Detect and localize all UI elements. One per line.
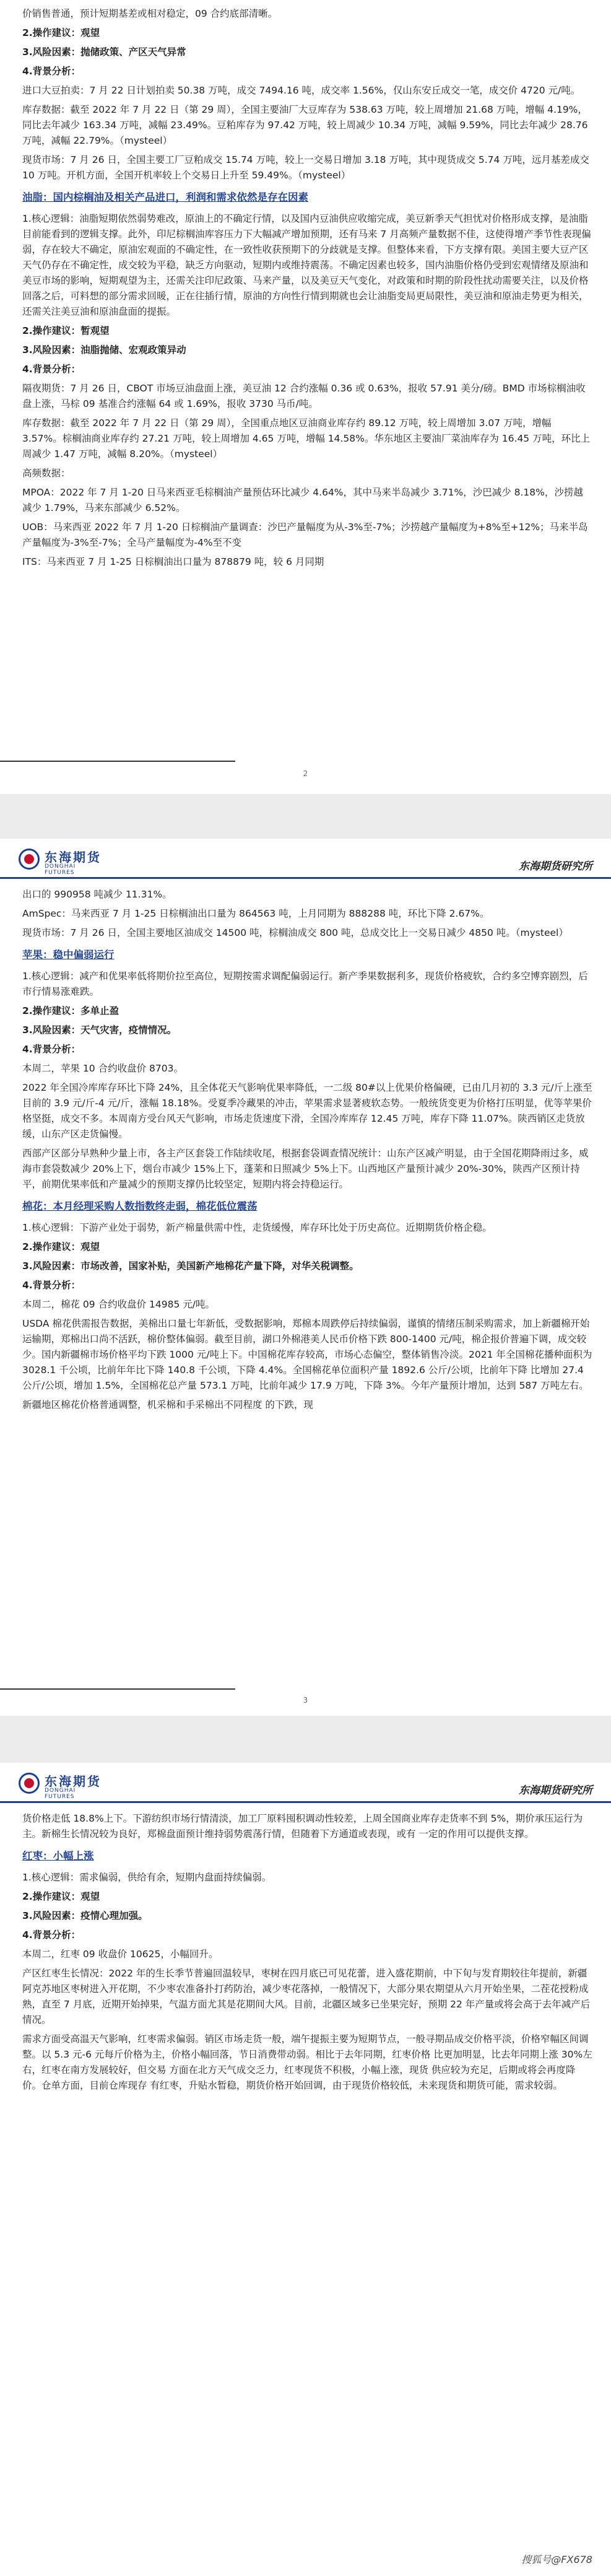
subheading: 3.风险因素：市场改善，国家补贴，美国新产地棉花产量下降，对华关税调整。 bbox=[22, 1260, 359, 1272]
subheading: 2.操作建议：观望 bbox=[22, 27, 100, 38]
page-3-content bbox=[22, 1811, 592, 2097]
page-2-content bbox=[22, 887, 592, 1417]
paragraph: AmSpec：马来西亚 7 月 1-25 日棕榈油出口量为 864563 吨，上月同期为 888288 吨，环比下降 2.67%。 bbox=[22, 908, 490, 919]
section-title: 红枣：小幅上涨 bbox=[22, 1850, 94, 1862]
logo bbox=[19, 847, 105, 876]
logo-en: DONGHAI FUTURES bbox=[45, 1788, 76, 1800]
paragraph: 进口大豆拍卖：7 月 22 日计划拍卖 50.38 万吨，成交 7494.16 吨，成交率 1.56%，仅山东安丘成交一笔，成交价 4720 元/吨。 bbox=[22, 85, 581, 96]
paragraph: 本周二，红枣 09 收盘价 10625，小幅回升。 bbox=[22, 1949, 219, 1960]
paragraph: 需求方面受高温天气影响，红枣需求偏弱。销区市场走货一般，端午提振主要为短期节点，一般寻期品成交价格平淡，价格窄幅区间调整。以 5.3 元-6 元每斤价格为主，价格小幅回落，节日消费带动弱。相比于去年同期，红枣价格 比更加明显，比去年同期上涨 30%左右，红枣在南方发展较好，但交易 方面在北方天气成交乏力，红枣现货不积极，小幅上涨，现货 供应较为充足，后期或将会再度降价。仓单方面，目前仓库现存 有红枣，升贴水暂稳，期货价格开始回调，由于现货价格较低，未来现货和期货可能，需求较弱。 bbox=[22, 2033, 592, 2091]
page-number: 2 bbox=[303, 769, 308, 778]
header-rule bbox=[0, 1801, 611, 1803]
watermark: 搜狐号@FX678 bbox=[521, 2554, 592, 2565]
subheading: 3.风险因素：抛储政策、产区天气异常 bbox=[22, 46, 186, 58]
subheading: 4.背景分析： bbox=[22, 1044, 81, 1055]
paragraph: 库存数据：截至 2022 年 7 月 22 日（第 29 周），全国主要油厂大豆库存为 538.63 万吨，较上周增加 21.68 万吨，增幅 4.19%，同比去年减少 163.34 万吨，减幅 23.49%。豆粕库存为 97.42 万吨，较上周减少 10.34 万吨，减幅 9.59%，同比去年减少 28.76 万吨，减幅 22.79%。（mysteel） bbox=[22, 104, 588, 146]
paragraph: 高频数据： bbox=[22, 468, 71, 479]
paragraph: 产区红枣生长情况：2022 年的生长季节普遍回温较早，枣树在四月底已可见花蕾，进入盛花期前，中下旬与发育期较往年提前，新疆阿克苏地区枣树进入开花期，不少枣农准备扑打药防治，减少枣花落掉，一般情况下，大部分果农期望从六月开始坐果，二茬花授粉成熟，直至 7 月底，近期开始掉果，气温方面尤其是花期间大风。目前，北疆区域多已坐果完好，预期 22 年产量或将会高于去年减产后情况。 bbox=[22, 1968, 591, 2025]
subheading: 4.背景分析： bbox=[22, 1929, 81, 1941]
header-rule bbox=[0, 877, 611, 879]
subheading: 4.背景分析： bbox=[22, 1280, 81, 1291]
paragraph: 2022 年全国冷库库存环比下降 24%，且全体花天气影响优果率降低，一二级 80#以上优果价格偏硬，已由几月初的 3.3 元/斤上涨至目前的 3.9 元/斤-4 元/斤，涨幅 18.18%。受夏季冷藏果的冲击，苹果需求显著疲软态势。一般统货变更为价格打压明显，优等苹果价格坚挺，成交不多。本周南方受台风天气影响，市场走货速度下滑，全国冷库库存 12.45 万吨，库存下降 11.07%。陕西销区走货放缓，山东产区走货偏慢。 bbox=[22, 1082, 592, 1140]
paragraph: 1.核心逻辑：需求偏弱，供给有余，短期内盘面持续偏弱。 bbox=[22, 1872, 272, 1883]
section-title: 棉花：本月经理采购人数指数终走弱，棉花低位震荡 bbox=[22, 1200, 258, 1212]
subheading: 3.风险因素：天气灾害，疫情情况。 bbox=[22, 1024, 177, 1036]
page-gap bbox=[0, 794, 611, 839]
subheading: 2.操作建议：多单止盈 bbox=[22, 1005, 119, 1016]
section-title: 油脂：国内棕榈油及相关产品进口，利润和需求依然是存在因素 bbox=[22, 191, 308, 203]
footnote-divider bbox=[0, 1688, 235, 1690]
paragraph: 货价格走低 18.8%上下。下游纺织市场行情清淡，加工厂原料囤积调动性较差，上周全国商业库存走货率不到 5%，期价承压运行为主。新棉生长情况较为良好，郑棉盘面预计维持弱势震荡行情，但随着下方通道或表现，或有 一定的作用可以提供支撑。 bbox=[22, 1813, 583, 1840]
logo-icon bbox=[19, 1773, 40, 1794]
page-number: 3 bbox=[303, 1696, 308, 1705]
paragraph: 1.核心逻辑：减产和优果率低将期价拉至高位，短期按需求调配偏弱运行。新产季果数据利多，现货价格疲软，合约多空博弈剧烈，后市行情易涨难跌。 bbox=[22, 971, 588, 997]
subheading: 2.操作建议：观望 bbox=[22, 1241, 100, 1252]
subheading: 3.风险因素：疫情心理加强。 bbox=[22, 1910, 148, 1921]
paragraph: 本周二，苹果 10 合约收盘价 8703。 bbox=[22, 1063, 183, 1074]
paragraph: 本周二，棉花 09 合约收盘价 14985 元/吨。 bbox=[22, 1299, 215, 1310]
page-header bbox=[0, 1763, 611, 1802]
institute-name: 东海期货研究所 bbox=[519, 1784, 592, 1797]
subheading: 4.背景分析： bbox=[22, 364, 81, 375]
paragraph: 价销售普通，预计短期基差或相对稳定，09 合约底部清晰。 bbox=[22, 8, 278, 19]
logo-cn: 东海期货 bbox=[45, 1774, 102, 1789]
page-header bbox=[0, 839, 611, 878]
subheading: 3.风险因素：油脂抛储、宏观政策异动 bbox=[22, 344, 186, 356]
paragraph: 新疆地区棉花价格普通调整，机采棉和手采棉出不同程度 的下跌，现 bbox=[22, 1399, 313, 1410]
paragraph: 现货市场：7 月 26 日，全国主要地区油成交 14500 吨，棕榈油成交 800 吨，总成交比上一交易日减少 4850 吨。（mysteel） bbox=[22, 927, 568, 938]
footnote-divider bbox=[0, 761, 235, 762]
page-gap bbox=[0, 1716, 611, 1763]
page-1-content bbox=[22, 6, 592, 574]
logo-en: DONGHAI FUTURES bbox=[45, 863, 76, 876]
paragraph: 1.核心逻辑：油脂短期依然弱势难改，原油上的不确定行情，以及国内豆油供应收缩完成，美豆新季天气担忧对价格形成支撑，是油脂目前能看到的逻辑支撑。此外，印尼棕榈油库容压力下大幅减产增加预期，还有马来 7 月高频产量数据不佳，这使得增产季节性表现偏弱，存在较大不确定，原油宏观面的不确定性，在一致性收获预期下的分歧就是支撑。但整体来看，下方支撑有限。美国主要大豆产区天气仍存在不确定性，成交较为平稳，缺乏方向驱动，短期内或维持震荡。不确定因素也较多，国内油脂价格仍受到宏观情绪及原油和美豆市场的影响，短期观望为主，还需关注印尼政策、马来产量，以及美豆天气变化，对政策和时期的阶段性扰动需要关注，以及价格回落之后，可料想的部分需求回暖，正在往插行情，原油的方向性行情到期就也会让油脂变局更局限性，美豆油和原油走势更为相关，还需关注美豆油和原油盘面的提振。 bbox=[22, 213, 591, 317]
logo-cn: 东海期货 bbox=[45, 850, 102, 865]
paragraph: 1.核心逻辑：下游产业处于弱势，新产棉量供需中性，走货缓慢，库存环比处于历史高位。近期期货价格企稳。 bbox=[22, 1222, 492, 1233]
page-1 bbox=[0, 0, 611, 794]
paragraph: 隔夜期货：7 月 26 日，CBOT 市场豆油盘面上涨，美豆油 12 合约涨幅 0.36 或 0.63%，报收 57.91 美分/磅。BMD 市场棕榈油收盘上涨，马棕 09 基准合约涨幅 64 或 1.69%，报收 3730 马币/吨。 bbox=[22, 383, 586, 409]
section-title: 苹果：稳中偏弱运行 bbox=[22, 949, 115, 961]
page-3 bbox=[0, 1763, 611, 2576]
institute-name: 东海期货研究所 bbox=[519, 860, 592, 873]
logo-icon bbox=[19, 849, 40, 870]
paragraph: MPOA：2022 年 7 月 1-20 日马来西亚毛棕榈油产量预估环比减少 4.64%，其中马来半岛减少 3.71%，沙巴减少 8.18%，沙捞越减少 1.79%，马来东部减少 6.52%。 bbox=[22, 487, 583, 513]
subheading: 4.背景分析： bbox=[22, 66, 81, 77]
subheading: 2.操作建议：暂观望 bbox=[22, 325, 110, 336]
subheading: 2.操作建议：观望 bbox=[22, 1891, 100, 1902]
paragraph: 西部产区部分早熟种少量上市，各主产区套袋工作陆续收尾，根据套袋调查情况统计：山东产区减产明显，由于全国花期降雨过多，威海市套袋数减少 20%上下，烟台市减少 15%上下，蓬莱和日照减少 5%上下。山西地区产量预计减少 20%-30%，陕西产区预计持平，前期优果率低和产量减少的预期支撑仍比较坚定，短期内将会持稳运行。 bbox=[22, 1148, 589, 1190]
page-2 bbox=[0, 839, 611, 1716]
logo bbox=[19, 1771, 105, 1800]
paragraph: USDA 棉花供需报告数据，美棉出口量七年新低，受数据影响，郑棉本周跌停后持续偏弱，谨慎的情绪压制采购需求，加上新疆棉开始运输期，郑棉出口尚不活跃，棉价整体偏弱。截至目前，湖口外棉港美人民币价格下跌 800-1400 元/吨，棉企报价普遍下调，成交较少。国内新疆棉市场价格平均下跌 1000 元/吨上下。中国棉花库存较高，市场心态偏空，整体销售冷淡。2021 年全国棉花播种面积为 3028.1 千公顷，比前年年比下降 140.8 千公顷，下降 4.4%。全国棉花单位面积产量 1892.6 公斤/公顷，比前年下降 比增加 27.4 公斤/公顷，增加 1.5%，全国棉花总产量 573.1 万吨，比前年减少 17.9 万吨，下降 3%。今年产量预计增加，达到 587 万吨左右。 bbox=[22, 1318, 592, 1391]
paragraph: ITS：马来西亚 7 月 1-25 日棕榈油出口量为 878879 吨，较 6 月同期 bbox=[22, 556, 324, 567]
paragraph: 出口的 990958 吨减少 11.31%。 bbox=[22, 889, 172, 900]
paragraph: 现货市场：7 月 26 日，全国主要工厂豆粕成交 15.74 万吨，较上一交易日增加 3.18 万吨，其中现货成交 5.74 万吨，远月基差成交 10 万吨。开机方面，全国开机率较上个交易日上升至 59.49%。（mysteel） bbox=[22, 154, 589, 181]
paragraph: UOB：马来西亚 2022 年 7 月 1-20 日棕榈油产量调查：沙巴产量幅度为从-3%至-7%；沙捞越产量幅度为+8%至+12%；马来半岛产量幅度为-3%至-7%；全马产量幅度为-4%至不变 bbox=[22, 522, 588, 548]
paragraph: 库存数据：截至 2022 年 7 月 22 日（第 29 周），全国重点地区豆油商业库存约 89.12 万吨，较上周增加 3.07 万吨，增幅 3.57%。棕榈油商业库存约 27.21 万吨，较上周增加 4.65 万吨，增幅 14.58%。华东地区主要油厂菜油库存为 16.45 万吨，环比上周减少 1.47 万吨，减幅 8.20%。（mysteel） bbox=[22, 417, 591, 460]
